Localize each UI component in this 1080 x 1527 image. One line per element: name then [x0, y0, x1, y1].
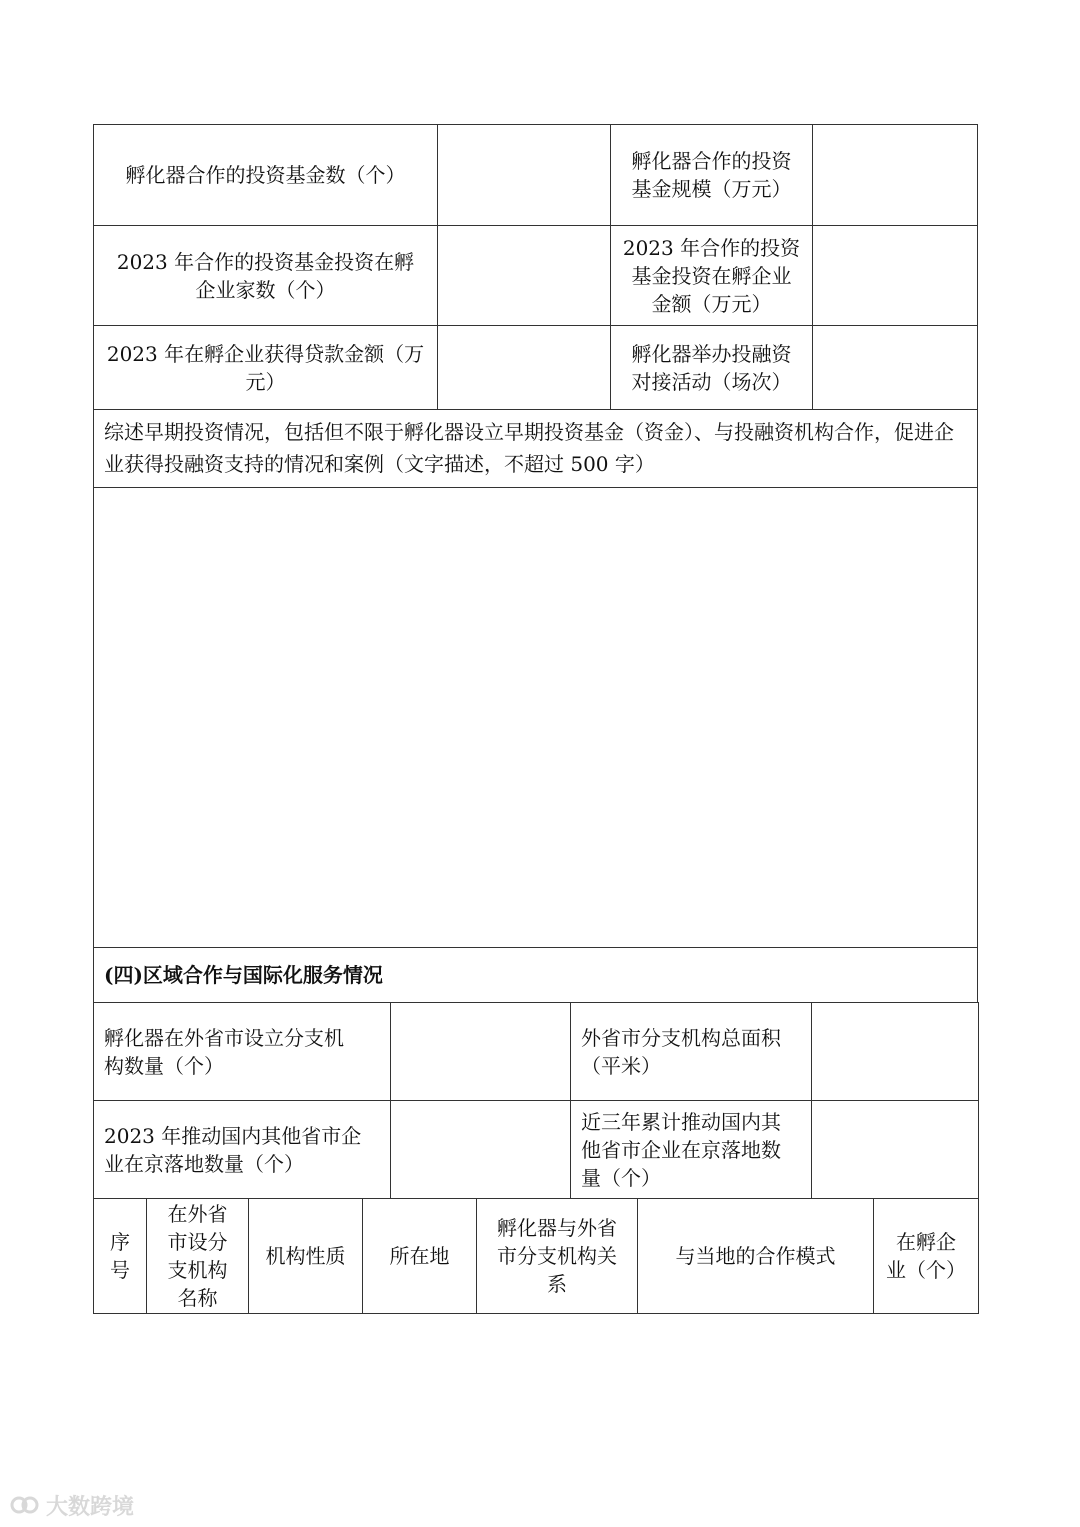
table-border [93, 1313, 979, 1314]
fund-invested-companies-field[interactable] [438, 226, 610, 325]
financing-events-label: 孵化器举办投融资 对接活动（场次） [631, 341, 792, 394]
landed-companies-3yr-label: 近三年累计推动国内其 他省市企业在京落地数 量（个） [581, 1109, 781, 1190]
investment-fund-scale-label: 孵化器合作的投资 基金规模（万元） [631, 149, 792, 201]
table-border [977, 124, 978, 1002]
branch-count-label: 孵化器在外省市设立分支机 构数量（个） [104, 1025, 344, 1078]
investment-fund-count-label: 孵化器合作的投资基金数（个） [125, 163, 406, 187]
header-incubated-companies: 在孵企 业（个） [886, 1230, 966, 1282]
investment-fund-scale-field[interactable] [813, 125, 977, 225]
landed-companies-2023-field[interactable] [391, 1101, 570, 1198]
investment-fund-count-field[interactable] [438, 125, 610, 225]
branch-count-field[interactable] [391, 1003, 570, 1100]
branch-area-label: 外省市分支机构总面积 （平米） [581, 1025, 781, 1078]
fund-invested-companies-label: 2023 年合作的投资基金投资在孵 企业家数（个） [116, 249, 415, 302]
landed-companies-2023-label: 2023 年推动国内其他省市企 业在京落地数量（个） [104, 1123, 362, 1176]
logo-icon [10, 1493, 40, 1517]
header-relationship: 孵化器与外省 市分支机构关 系 [497, 1216, 617, 1296]
watermark-text: 大数跨境 [46, 1494, 135, 1520]
header-branch-name: 在外省 市设分 支机构 名称 [167, 1202, 228, 1310]
header-serial-no: 序 号 [110, 1230, 130, 1282]
loan-amount-field[interactable] [438, 326, 610, 409]
section-title: (四)区域合作与国际化服务情况 [104, 963, 383, 987]
branch-area-field[interactable] [812, 1003, 978, 1100]
early-investment-summary-textarea[interactable] [94, 488, 977, 947]
fund-invested-amount-field[interactable] [813, 226, 977, 325]
header-location: 所在地 [389, 1244, 450, 1268]
header-cooperation-mode: 与当地的合作模式 [675, 1244, 836, 1268]
watermark [10, 1490, 170, 1520]
landed-companies-3yr-field[interactable] [812, 1101, 978, 1198]
header-institution-type: 机构性质 [265, 1244, 346, 1268]
loan-amount-label: 2023 年在孵企业获得贷款金额（万 元） [106, 341, 425, 394]
financing-events-field[interactable] [813, 326, 977, 409]
fund-invested-amount-label: 2023 年合作的投资 基金投资在孵企业 金额（万元） [622, 235, 801, 316]
early-investment-summary-prompt: 综述早期投资情况，包括但不限于孵化器设立早期投资基金（资金）、与投融资机构合作，促进企业获得投融资支持的情况和案例（文字描述，不超过 500 字） [104, 420, 954, 476]
table-border [978, 1002, 979, 1314]
